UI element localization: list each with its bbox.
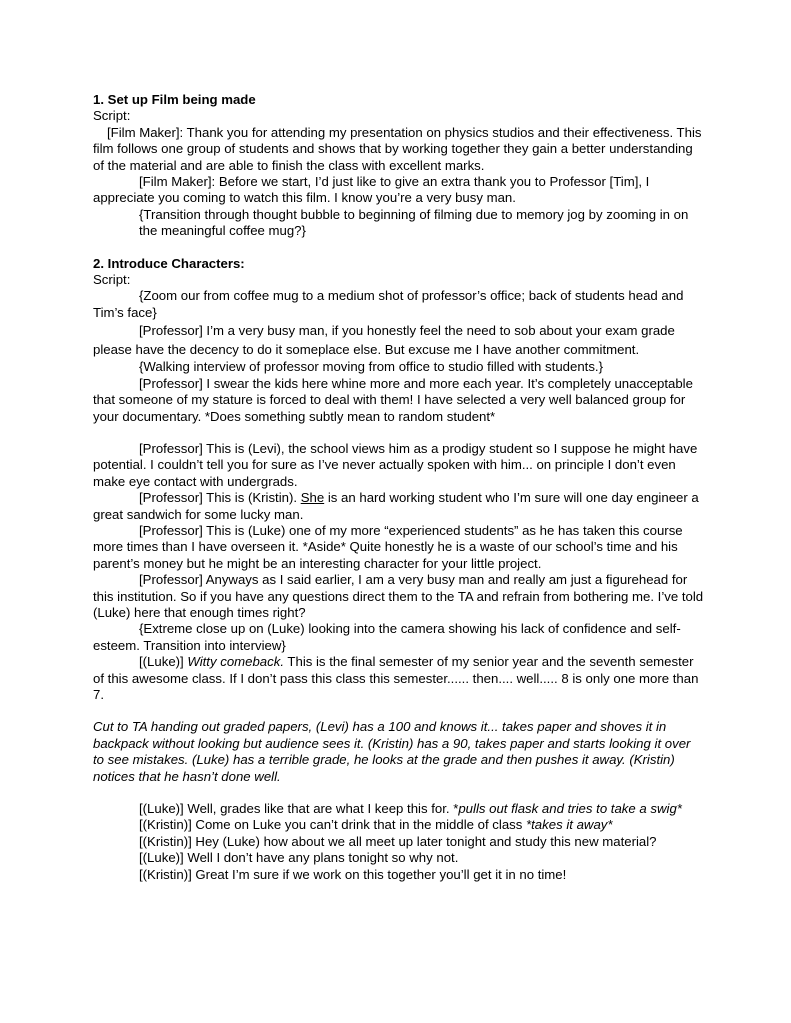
section-2-paragraph: [Professor] I’m a very busy man, if you honestly feel the need to sob about your exam grade please have the decency to do it someplace else. But excuse me I have another commitment. [93,323,675,358]
text-run: [(Luke)] Well, grades like that are what I keep this for. * [139,801,459,817]
text-run: is an hard working student who I’m sure will one day engineer a great sandwich for some lucky man. [93,490,699,522]
section-2-paragraph [93,654,705,703]
spacer [93,240,705,256]
spacer [93,425,705,441]
section-2-paragraph: {Walking interview of professor moving from office to studio filled with students.} [139,359,603,375]
section-2-paragraph: {Extreme close up on (Luke) looking into the camera showing his lack of confidence and self-esteem. Transition into interview} [93,621,681,653]
section-2-paragraph: [Professor] Anyways as I said earlier, I am a very busy man and really am just a figurehead for this institution. So if you have any questions direct them to the TA and refrain from bothering me. I’ve told (Luke) here that enough times right? [93,572,704,620]
italic-run: *takes it away* [526,817,613,833]
text-run: This is the final semester of my senior year and the seventh semester of this awesome class. If I don’t pass this class this semester...... then.... well..... 8 is only one more than 7. [93,654,699,702]
stage-direction [93,719,705,785]
section-1-script-label: Script: [93,108,131,124]
document-page [93,92,705,883]
section-1-paragraph: [Film Maker]: Thank you for attending my presentation on physics studios and their effectiveness. This film follows one group of students and shows that by working together they gain a better understanding of the material and are able to finish the class with excellent marks. [93,124,702,173]
section-2-script-label: Script: [93,272,131,288]
italic-run: pulls out flask and tries to take a swig* [458,801,682,817]
section-1-paragraph: [Film Maker]: Before we start, I’d just like to give an extra thank you to Professor [Tim], I appreciate you coming to watch this film. I know you’re a very busy man. [93,174,650,206]
section-1-heading: 1. Set up Film being made [93,92,256,107]
text-run: [(Luke)] [139,654,188,670]
section-2-paragraph: [Professor] This is (Levi), the school views him as a prodigy student so I suppose he might have potential. I couldn’t tell you for sure as I’ve never actually spoken with him... on principle I don’t even make eye contact with undergrads. [93,440,698,489]
dialogue-line: [(Kristin)] Great I’m sure if we work on this together you’ll get it in no time! [139,866,567,882]
underlined-word: She [300,490,325,506]
spacer [93,703,705,719]
dialogue-line [93,801,705,817]
italic-run: Witty comeback. [187,654,284,670]
text-run: [Professor] This is (Kristin). [139,490,301,506]
italic-run: Cut to TA handing out graded papers, (Levi) has a 100 and knows it... takes paper and shoves it in backpack without looking but audience sees it. (Kristin) has a 90, takes paper and starts looking it over to see mistakes. (Luke) has a terrible grade, he looks at the grade and then pushes it away. (Kristin) notices that he hasn’t done well. [93,719,691,784]
section-2-paragraph [93,490,705,523]
spacer [93,785,705,801]
dialogue-line: [(Kristin)] Hey (Luke) how about we all meet up later tonight and study this new material? [139,833,657,849]
dialogue-line: [(Luke)] Well I don’t have any plans tonight so why not. [139,850,459,866]
section-2-paragraph: [Professor] I swear the kids here whine more and more each year. It’s completely unacceptable that someone of my stature is forced to deal with them! I have selected a very well balanced group for your documentary. *Does something subtly mean to random student* [93,375,693,424]
section-2-heading: 2. Introduce Characters: [93,255,245,271]
text-run: [(Kristin)] Come on Luke you can’t drink that in the middle of class [139,817,527,833]
section-2-paragraph: [Professor] This is (Luke) one of my more “experienced students” as he has taken this course more times than I have overseen it. *Aside* Quite honestly he is a waste of our school’s time and his parent’s money but he might be an interesting character for your little project. [93,522,683,571]
dialogue-line [93,817,705,833]
section-2-paragraph: {Zoom our from coffee mug to a medium shot of professor’s office; back of students head and Tim’s face} [93,288,684,320]
section-1-transition: {Transition through thought bubble to beginning of filming due to memory jog by zooming in on the meaningful coffee mug?} [139,206,689,239]
